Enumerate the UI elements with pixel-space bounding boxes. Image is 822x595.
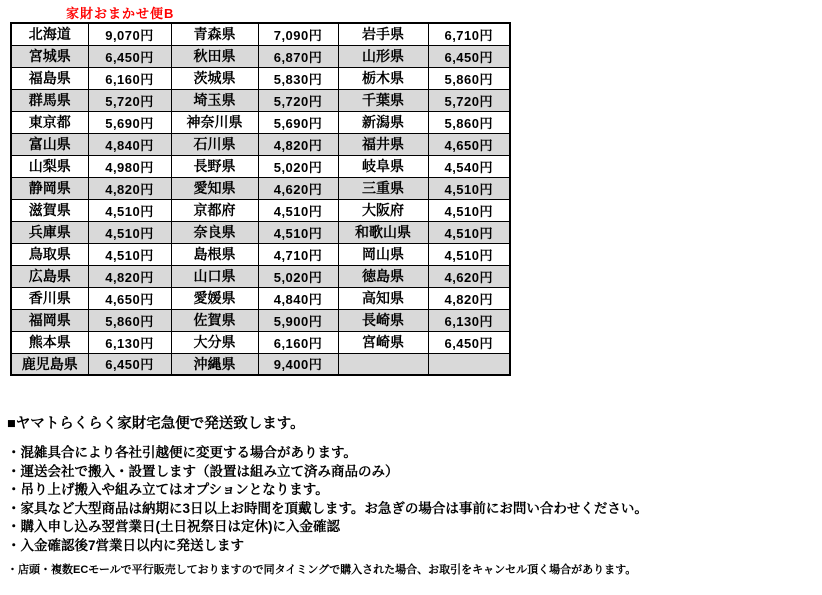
price-cell: 4,510円 bbox=[88, 221, 171, 243]
table-row bbox=[11, 67, 510, 89]
price-cell: 5,860円 bbox=[88, 309, 171, 331]
price-cell: 5,720円 bbox=[258, 89, 338, 111]
price-cell: 6,160円 bbox=[258, 331, 338, 353]
prefecture-cell: 愛媛県 bbox=[171, 287, 258, 309]
prefecture-cell: 宮崎県 bbox=[338, 331, 428, 353]
prefecture-cell: 富山県 bbox=[11, 133, 88, 155]
price-cell: 4,510円 bbox=[258, 199, 338, 221]
price-cell: 4,840円 bbox=[88, 133, 171, 155]
prefecture-cell: 山梨県 bbox=[11, 155, 88, 177]
price-cell: 6,130円 bbox=[88, 331, 171, 353]
price-cell: 4,510円 bbox=[88, 243, 171, 265]
prefecture-cell: 福島県 bbox=[11, 67, 88, 89]
shipping-fee-table bbox=[10, 22, 511, 376]
price-cell: 5,720円 bbox=[88, 89, 171, 111]
price-cell: 5,020円 bbox=[258, 265, 338, 287]
prefecture-cell: 長崎県 bbox=[338, 309, 428, 331]
prefecture-cell: 島根県 bbox=[171, 243, 258, 265]
prefecture-cell: 千葉県 bbox=[338, 89, 428, 111]
price-cell: 4,510円 bbox=[258, 221, 338, 243]
price-cell: 6,160円 bbox=[88, 67, 171, 89]
prefecture-cell: 三重県 bbox=[338, 177, 428, 199]
prefecture-cell: 滋賀県 bbox=[11, 199, 88, 221]
note-bullet: ・運送会社で搬入・設置します（設置は組み立て済み商品のみ） bbox=[7, 463, 399, 479]
table-row bbox=[11, 221, 510, 243]
price-cell: 5,830円 bbox=[258, 67, 338, 89]
price-cell: 4,510円 bbox=[428, 199, 510, 221]
table-row bbox=[11, 287, 510, 309]
notes-heading: ■ヤマトらくらく家財宅急便で発送致します。 bbox=[7, 416, 305, 432]
prefecture-cell: 長野県 bbox=[171, 155, 258, 177]
prefecture-cell: 群馬県 bbox=[11, 89, 88, 111]
prefecture-cell: 茨城県 bbox=[171, 67, 258, 89]
table-title: 家財おまかせ便B bbox=[66, 6, 175, 21]
price-cell: 6,450円 bbox=[428, 45, 510, 67]
prefecture-cell: 高知県 bbox=[338, 287, 428, 309]
note-bullet: ・購入申し込み翌営業日(土日祝祭日は定休)に入金確認 bbox=[7, 519, 340, 534]
prefecture-cell: 熊本県 bbox=[11, 331, 88, 353]
prefecture-cell: 岐阜県 bbox=[338, 155, 428, 177]
prefecture-cell: 新潟県 bbox=[338, 111, 428, 133]
table-row bbox=[11, 89, 510, 111]
prefecture-cell: 大分県 bbox=[171, 331, 258, 353]
price-cell: 9,400円 bbox=[258, 353, 338, 375]
prefecture-cell: 鳥取県 bbox=[11, 243, 88, 265]
table-row bbox=[11, 23, 510, 45]
price-cell: 6,450円 bbox=[88, 353, 171, 375]
prefecture-cell: 広島県 bbox=[11, 265, 88, 287]
prefecture-cell: 栃木県 bbox=[338, 67, 428, 89]
notes-bullets bbox=[7, 444, 648, 555]
prefecture-cell: 香川県 bbox=[11, 287, 88, 309]
prefecture-cell: 福井県 bbox=[338, 133, 428, 155]
price-cell: 5,690円 bbox=[88, 111, 171, 133]
prefecture-cell: 青森県 bbox=[171, 23, 258, 45]
price-cell: 4,620円 bbox=[428, 265, 510, 287]
note-bullet: ・入金確認後7営業日以内に発送します bbox=[7, 537, 245, 553]
price-cell: 6,710円 bbox=[428, 23, 510, 45]
table-row bbox=[11, 199, 510, 221]
price-cell: 4,820円 bbox=[258, 133, 338, 155]
prefecture-cell: 奈良県 bbox=[171, 221, 258, 243]
price-cell: 4,650円 bbox=[88, 287, 171, 309]
prefecture-cell: 岡山県 bbox=[338, 243, 428, 265]
price-cell: 5,860円 bbox=[428, 67, 510, 89]
price-cell: 6,870円 bbox=[258, 45, 338, 67]
prefecture-cell: 神奈川県 bbox=[171, 111, 258, 133]
small-note: ・店頭・複数ECモールで平行販売しておりますので同タイミングで購入された場合、お取引をキャンセル頂く場合があります。 bbox=[7, 564, 637, 576]
price-cell: 4,820円 bbox=[88, 177, 171, 199]
table-row bbox=[11, 155, 510, 177]
price-cell: 5,900円 bbox=[258, 309, 338, 331]
prefecture-cell: 大阪府 bbox=[338, 199, 428, 221]
price-cell: 4,510円 bbox=[428, 221, 510, 243]
table-row bbox=[11, 111, 510, 133]
price-cell: 4,510円 bbox=[428, 177, 510, 199]
prefecture-cell: 埼玉県 bbox=[171, 89, 258, 111]
prefecture-cell: 和歌山県 bbox=[338, 221, 428, 243]
prefecture-cell: 鹿児島県 bbox=[11, 353, 88, 375]
price-cell: 6,130円 bbox=[428, 309, 510, 331]
price-cell: 4,710円 bbox=[258, 243, 338, 265]
price-cell: 5,720円 bbox=[428, 89, 510, 111]
price-cell: 4,820円 bbox=[88, 265, 171, 287]
table-row bbox=[11, 243, 510, 265]
price-cell: 5,690円 bbox=[258, 111, 338, 133]
price-cell: 5,020円 bbox=[258, 155, 338, 177]
table-row bbox=[11, 309, 510, 331]
price-cell: 4,620円 bbox=[258, 177, 338, 199]
shipping-notes bbox=[7, 412, 648, 577]
note-bullet: ・吊り上げ搬入や組み立てはオプションとなります。 bbox=[7, 482, 329, 497]
shipping-fee-tbody bbox=[11, 23, 510, 375]
price-cell: 4,980円 bbox=[88, 155, 171, 177]
price-cell: 6,450円 bbox=[428, 331, 510, 353]
price-cell: 6,450円 bbox=[88, 45, 171, 67]
price-cell bbox=[428, 353, 510, 375]
table-row bbox=[11, 133, 510, 155]
prefecture-cell: 山形県 bbox=[338, 45, 428, 67]
prefecture-cell: 静岡県 bbox=[11, 177, 88, 199]
table-row bbox=[11, 177, 510, 199]
price-cell: 7,090円 bbox=[258, 23, 338, 45]
price-cell: 4,840円 bbox=[258, 287, 338, 309]
price-cell: 5,860円 bbox=[428, 111, 510, 133]
prefecture-cell: 京都府 bbox=[171, 199, 258, 221]
prefecture-cell: 東京都 bbox=[11, 111, 88, 133]
prefecture-cell bbox=[338, 353, 428, 375]
prefecture-cell: 山口県 bbox=[171, 265, 258, 287]
prefecture-cell: 岩手県 bbox=[338, 23, 428, 45]
prefecture-cell: 宮城県 bbox=[11, 45, 88, 67]
prefecture-cell: 北海道 bbox=[11, 23, 88, 45]
prefecture-cell: 秋田県 bbox=[171, 45, 258, 67]
price-cell: 4,510円 bbox=[428, 243, 510, 265]
price-cell: 4,820円 bbox=[428, 287, 510, 309]
price-cell: 4,650円 bbox=[428, 133, 510, 155]
table-row bbox=[11, 265, 510, 287]
prefecture-cell: 石川県 bbox=[171, 133, 258, 155]
prefecture-cell: 福岡県 bbox=[11, 309, 88, 331]
table-row bbox=[11, 45, 510, 67]
prefecture-cell: 徳島県 bbox=[338, 265, 428, 287]
table-row bbox=[11, 353, 510, 375]
prefecture-cell: 佐賀県 bbox=[171, 309, 258, 331]
price-cell: 4,540円 bbox=[428, 155, 510, 177]
price-cell: 9,070円 bbox=[88, 23, 171, 45]
note-bullet: ・家具など大型商品は納期に3日以上お時間を頂戴します。お急ぎの場合は事前にお問い合わせください。 bbox=[7, 500, 648, 516]
prefecture-cell: 愛知県 bbox=[171, 177, 258, 199]
table-row bbox=[11, 331, 510, 353]
prefecture-cell: 沖縄県 bbox=[171, 353, 258, 375]
note-bullet: ・混雑具合により各社引越便に変更する場合があります。 bbox=[7, 445, 357, 460]
price-cell: 4,510円 bbox=[88, 199, 171, 221]
prefecture-cell: 兵庫県 bbox=[11, 221, 88, 243]
